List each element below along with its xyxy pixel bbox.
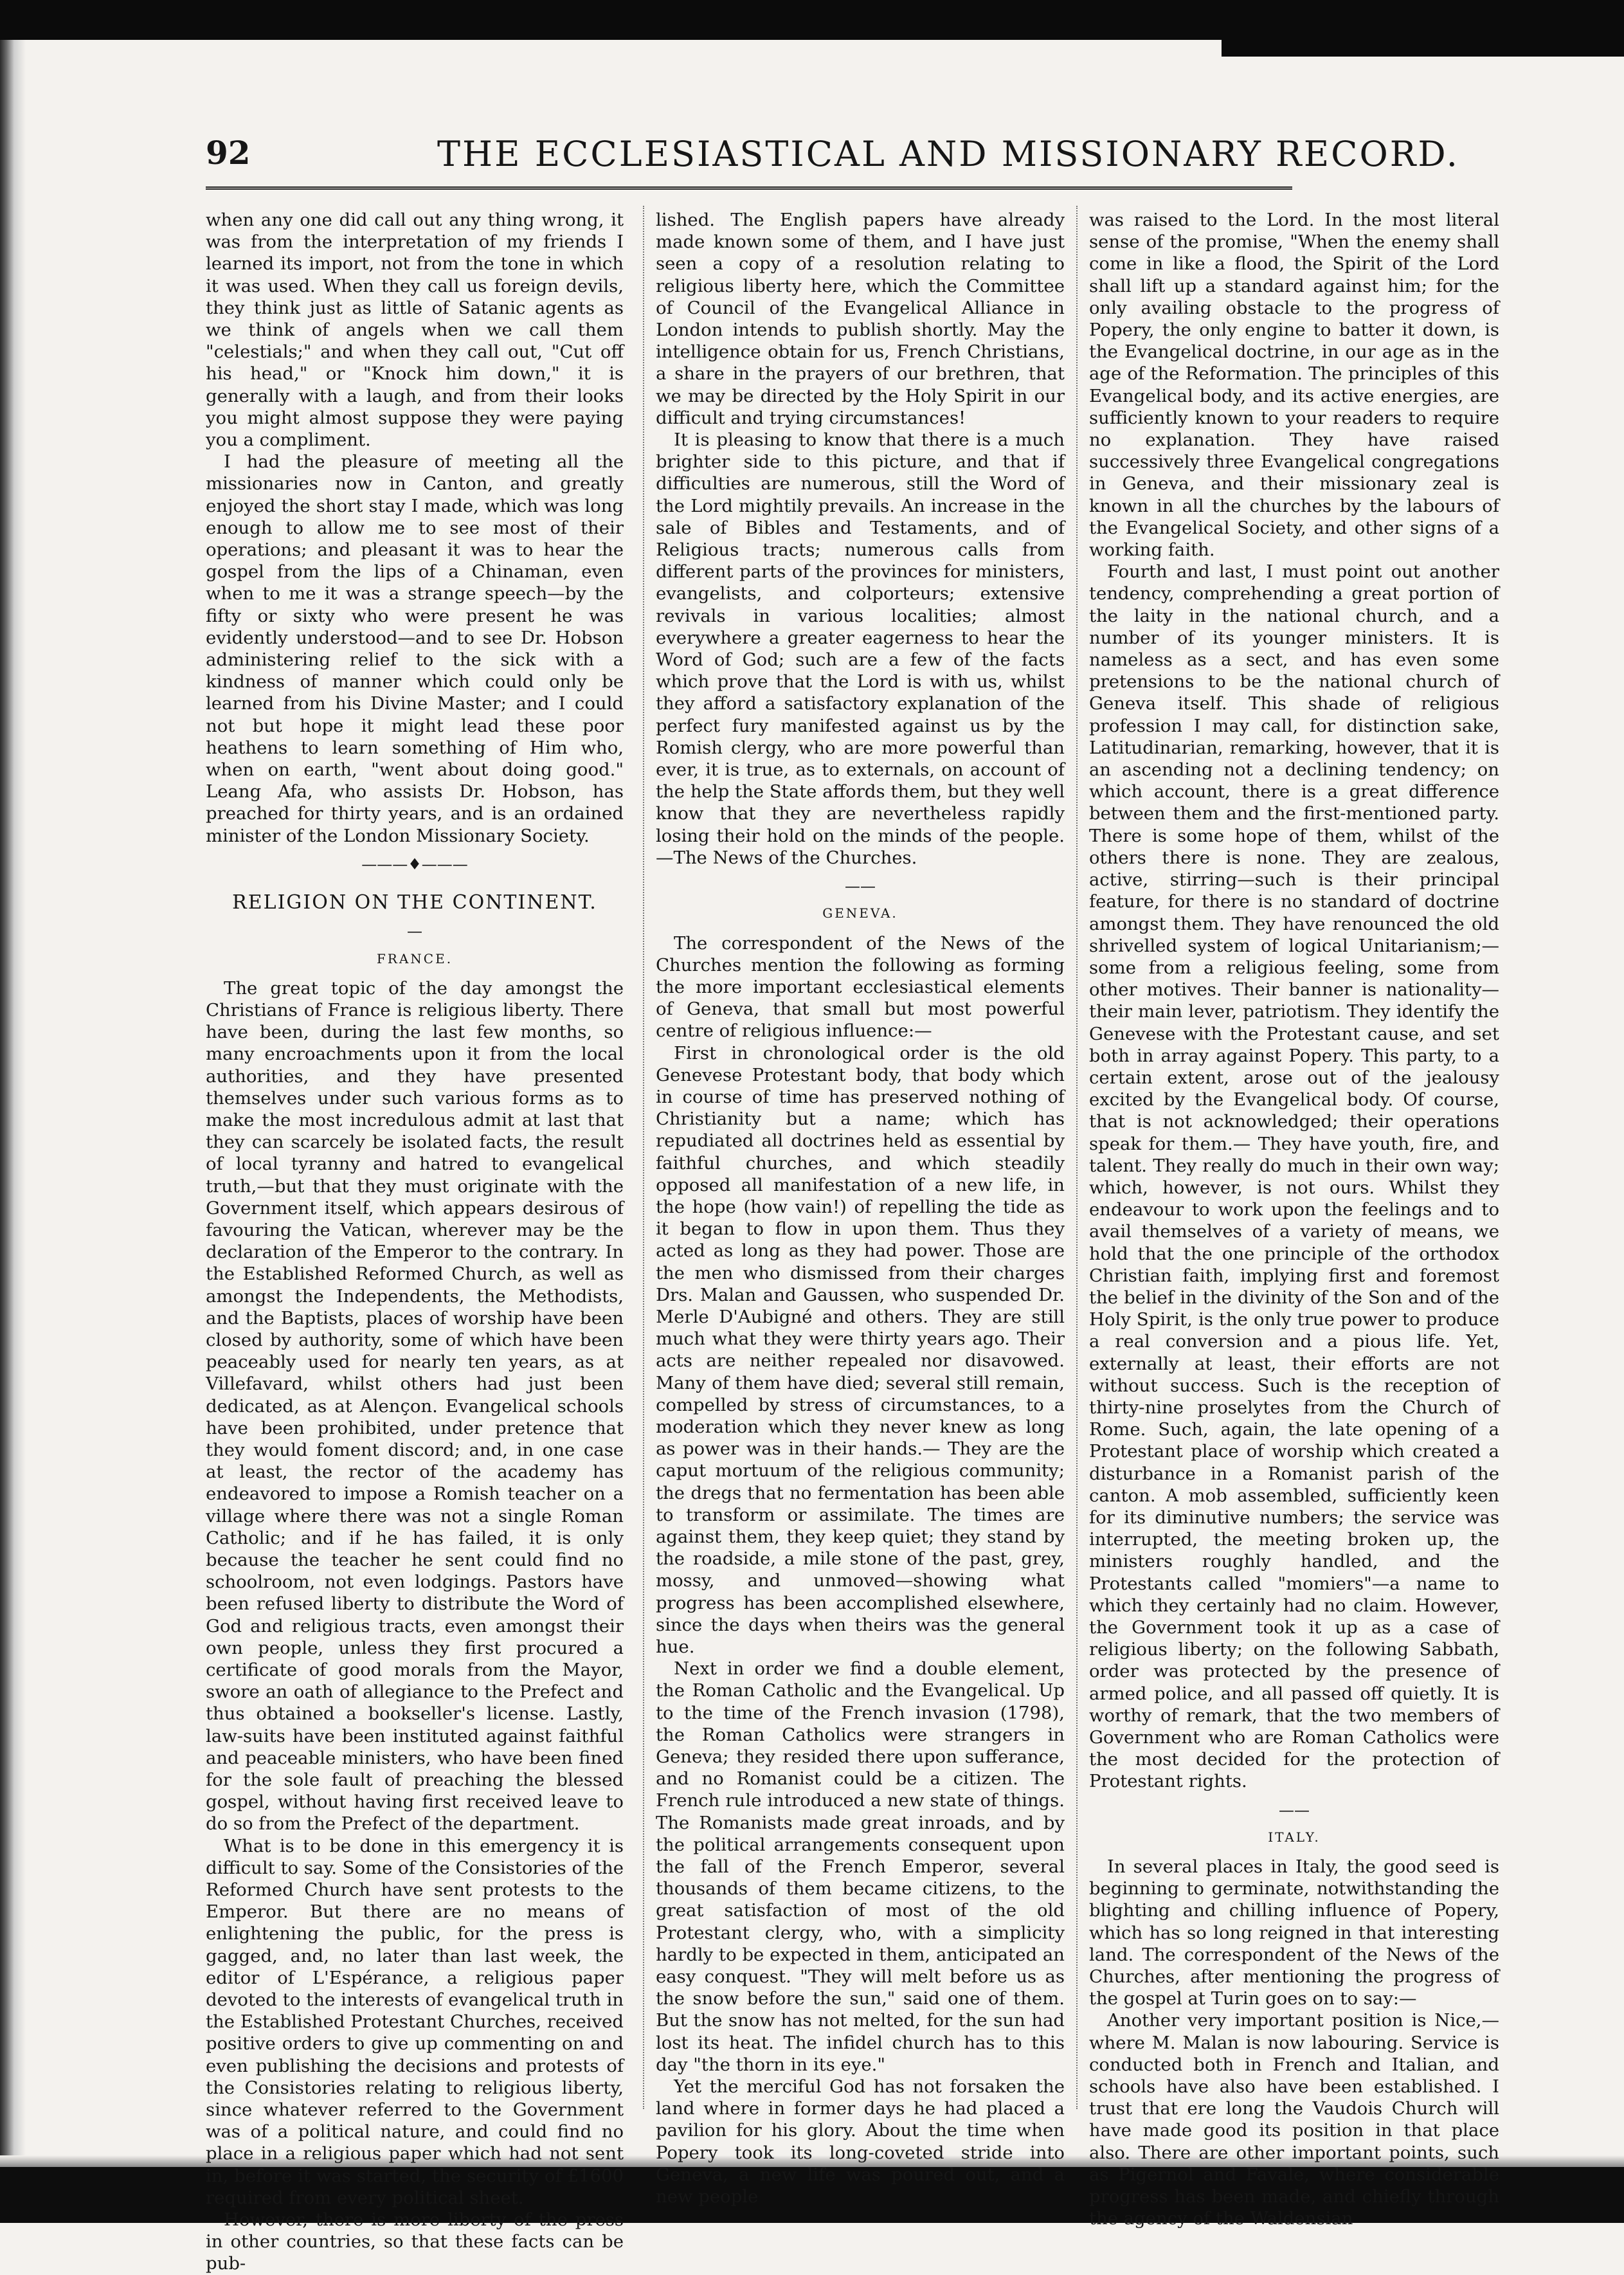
subheading-geneva: GENEVA. xyxy=(822,905,898,921)
page-number: 92 xyxy=(206,134,251,172)
column-2 xyxy=(656,209,1065,2207)
scan-top-border-notch xyxy=(1222,40,1624,57)
running-title: THE ECCLESIASTICAL AND MISSIONARY RECORD. xyxy=(437,134,1459,174)
subheading-italy: ITALY. xyxy=(1268,1829,1321,1845)
col1-paragraph-1: when any one did call out any thing wrong, it was from the interpretation of my friends I learned its import, not from the tone in which it was used. When they call us foreign devils, they think just as little of Satanic agents as we think of angels when we call them "celestials;" and when they call out, "Cut off his head," or "Knock him down," it is generally with a laugh, and from their looks you might almost suppose they were paying you a compliment. xyxy=(206,210,624,451)
col2-paragraph-1: lished. The English papers have already made known some of them, and I have just seen a copy of a resolution relating to religious liberty here, which the Committee of Council of the Evangelical Alliance in London intends to publish shortly. May the intelligence obtain for us, French Christians, a share in the prayers of our brethren, that we may be directed by the Holy Spirit in our difficult and trying circumstances! xyxy=(656,210,1065,428)
short-rule-3: —— xyxy=(1279,1800,1310,1819)
short-rule: — xyxy=(407,922,422,941)
column-3 xyxy=(1089,209,1499,2229)
col3-paragraph-3: In several places in Italy, the good seed is beginning to germinate, notwithstanding the blighting and chilling influence of Popery, which has so long reigned in that interesting land. The correspondent of the News of the Churches, after mentioning the progress of the gospel at Turin goes on to say:— xyxy=(1089,1856,1499,2009)
scan-top-border xyxy=(0,0,1624,40)
col1-paragraph-2: I had the pleasure of meeting all the missionaries now in Canton, and greatly enjoyed the short stay I made, which was long enough to allow me to see most of their operations; and pleasant it was to hear the gospel from the lips of a Chinaman, even when to me it was a strange speech—by the fifty or sixty who were present he was evidently understood—and to see Dr. Hobson administering relief to the sick with a kindness of manner which could only be learned from his Divine Master; and I could not but hope it might lead these poor heathens to learn something of Him who, when on earth, "went about doing good." Leang Afa, who assists Dr. Hobson, has preached for thirty years, and is an ordained minister of the London Missionary Society. xyxy=(206,451,624,846)
column-1 xyxy=(206,209,624,2275)
col1-paragraph-5: However, there is more liberty of the press in other countries, so that these facts can be pub- xyxy=(206,2209,624,2274)
column-divider-2 xyxy=(1076,206,1078,2109)
short-rule-2: —— xyxy=(845,877,876,896)
subheading-france: FRANCE. xyxy=(376,950,453,966)
col1-paragraph-4: What is to be done in this emergency it is difficult to say. Some of the Consistories of the Reformed Church have sent protests to the Emperor. But there are no means of enlightening the public, for the press is gagged, and, no later than last week, the editor of L'Espérance, a religious paper devoted to the interests of evangelical truth in the Established Protestant Churches, received positive orders to give up commenting on and even publishing the decisions and protests of the Consistories relating to religious liberty, since whatever referred to the Government was of a political nature, and could find no place in a religious paper which had not sent in, before it was started, the security of £1600 required from every political sheet. xyxy=(206,1835,624,2208)
col1-paragraph-3: The great topic of the day amongst the Christians of France is religious liberty. There have been, during the last few months, so many encroachments upon it from the local authorities, and they have presented themselves under such various forms as to make the most incredulous admit at last that they can scarcely be isolated facts, the result of local tyranny and hatred to evangelical truth,—but that they must originate with the Government itself, which appears desirous of favouring the Vatican, wherever may be the declaration of the Emperor to the contrary. In the Established Reformed Church, as well as amongst the Independents, the Methodists, and the Baptists, places of worship have been closed by authority, some of which have been peaceably used for nearly ten years, as at Villefavard, whilst others had just been dedicated, as at Alençon. Evangelical schools have been prohibited, under pretence that they would foment discord; and, in one case at least, the rector of the academy has endeavored to impose a Romish teacher on a village where there was not a single Roman Catholic; and if he has failed, it is only because the teacher he sent could find no schoolroom, not even lodgings. Pastors have been refused liberty to distribute the Word of God and religious tracts, even amongst their own people, unless they first procured a certificate of good morals from the Mayor, swore an oath of allegiance to the Prefect and thus obtained a bookseller's license. Lastly, law-suits have been instituted against faithful and peaceable ministers, who have been fined for the sole fault of preaching the blessed gospel, without having first received leave to do so from the Prefect of the department. xyxy=(206,977,624,1835)
section-heading: RELIGION ON THE CONTINENT. xyxy=(232,891,597,914)
header-rule xyxy=(206,186,1292,190)
col3-paragraph-1: was raised to the Lord. In the most literal sense of the promise, "When the enemy shall come in like a flood, the Spirit of the Lord shall lift up a standard against him; for the only availing obstacle to the progress of Popery, the only engine to batter it down, is the Evangelical doctrine, in our age as in the age of the Reformation. The principles of this Evangelical body, and its active energies, are sufficiently known to your readers to require no explanation. They have raised successively three Evangelical congregations in Geneva, and their missionary zeal is known in all the churches by the labours of the Evangelical Society, and other signs of a working faith. xyxy=(1089,210,1499,561)
column-divider-1 xyxy=(643,206,644,2109)
scan-left-edge xyxy=(0,40,26,2223)
col3-paragraph-2: Fourth and last, I must point out another tendency, comprehending a great portion of the laity in the national church, and a number of its younger ministers. It is nameless as a sect, and has even some pretensions to be the national church of Geneva itself. This shade of religious profession I may call, for distinction sake, Latitudinarian, remarking, however, that it is an ascending not a declining tendency; on which account, there is a great difference between them and the first-mentioned party. There is some hope of them, whilst of the others there is none. They are zealous, active, stirring—such is their principal feature, for there is no standard of doctrine amongst them. They have renounced the old shrivelled system of logical Unitarianism;— some from a religious feeling, some from other motives. Their banner is nationality—their main lever, patriotism. They identify the Genevese with the Protestant cause, and set both in array against Popery. This party, to a certain extent, arose out of the jealousy excited by the Evangelical body. Of course, that is not acknowledged; their operations speak for them.— They have youth, fire, and talent. They really do much in their own way; which, however, is not ours. Whilst they endeavour to work upon the feelings and to avail themselves of a variety of means, we hold that the one principle of the orthodox Christian faith, implying first and foremost the belief in the divinity of the Son and of the Holy Spirit, is the only true power to produce a real conversion and a pious life. Yet, externally at least, their efforts are not without success. Such is the reception of thirty-nine proselytes from the Church of Rome. Such, again, the late opening of a Protestant place of worship which created a disturbance in a Romanist parish of the canton. A mob assembled, sufficiently keen for its diminutive numbers; the service was interrupted, the meeting broken up, the ministers roughly handled, and the Protestants called "momiers"—a name to which they certainly had no claim. However, the Government took it up as a case of religious liberty; on the following Sabbath, order was protected by the presence of armed police, and all passed off quietly. It is worthy of remark, that the two members of Government who are Roman Catholics were the most decided for the protection of Protestant rights. xyxy=(1089,561,1499,1792)
col2-paragraph-3: The correspondent of the News of the Churches mention the following as forming the more important ecclesiastical elements of Geneva, that small but most powerful centre of religious influence:— xyxy=(656,932,1065,1042)
col2-paragraph-6: Yet the merciful God has not forsaken the land where in former days he had placed a pavilion for his glory. About the time when Popery took its long-coveted stride into Geneva, a new life was poured out, and a new people xyxy=(656,2076,1065,2207)
section-separator: ———♦——— xyxy=(361,855,468,873)
col2-paragraph-4: First in chronological order is the old Genevese Protestant body, that body which in course of time has preserved nothing of Christianity but a name; which has repudiated all doctrines held as essential by faithful churches, and which steadily opposed all manifestation of a new life, in the hope (how vain!) of repelling the tide as it began to flow in upon them. Thus they acted as long as they had power. Those are the men who dismissed from their charges Drs. Malan and Gaussen, who suspended Dr. Merle D'Aubigné and others. They are still much what they were thirty years ago. Their acts are neither repealed nor disavowed. Many of them have died; several still remain, compelled by stress of circumstances, to a moderation which they never knew as long as power was in their hands.— They are the caput mortuum of the religious community; the dregs that no fermentation has been able to transform or assimilate. The times are against them, they keep quiet; they stand by the roadside, a mile stone of the past, grey, mossy, and unmoved—showing what progress has been accomplished elsewhere, since the days when theirs was the general hue. xyxy=(656,1042,1065,1657)
col2-paragraph-5: Next in order we find a double element, the Roman Catholic and the Evangelical. Up to the time of the French invasion (1798), the Roman Catholics were strangers in Geneva; they resided there upon sufferance, and no Romanist could be a citizen. The French rule introduced a new state of things. The Romanists made great inroads, and by the political arrangements consequent upon the fall of the French Emperor, several thousands of them became citizens, to the great satisfaction of most of the old Protestant clergy, who, with a simplicity hardly to be expected in them, anticipated an easy conquest. "They will melt before us as the snow before the sun," said one of them. But the snow has not melted, for the sun had lost its heat. The infidel church has to this day "the thorn in its eye." xyxy=(656,1658,1065,2075)
col3-paragraph-4: Another very important position is Nice,— where M. Malan is now labouring. Service is conducted both in French and Italian, and schools have also have been established. I trust that ere long the Vaudois Church will have made good its position in that place also. There are other important points, such as Pigernol and Favale, where considerable progress has been made, and chiefly through the agency of the Waldensian xyxy=(1089,2010,1499,2229)
col2-paragraph-2: It is pleasing to know that there is a much brighter side to this picture, and that if difficulties are numerous, still the Word of the Lord mightily prevails. An increase in the sale of Bibles and Testaments, and of Religious tracts; numerous calls from different parts of the provinces for ministers, evangelists, and colporteurs; extensive revivals in various localities; almost everywhere a greater eagerness to hear the Word of God; such are a few of the facts which prove that the Lord is with us, whilst they afford a satisfactory explanation of the perfect fury manifested against us by the Romish clergy, who are more powerful than ever, it is true, as to externals, on account of the help the State affords them, but they well know that they are nevertheless rapidly losing their hold on the minds of the people.—The News of the Churches. xyxy=(656,430,1065,868)
